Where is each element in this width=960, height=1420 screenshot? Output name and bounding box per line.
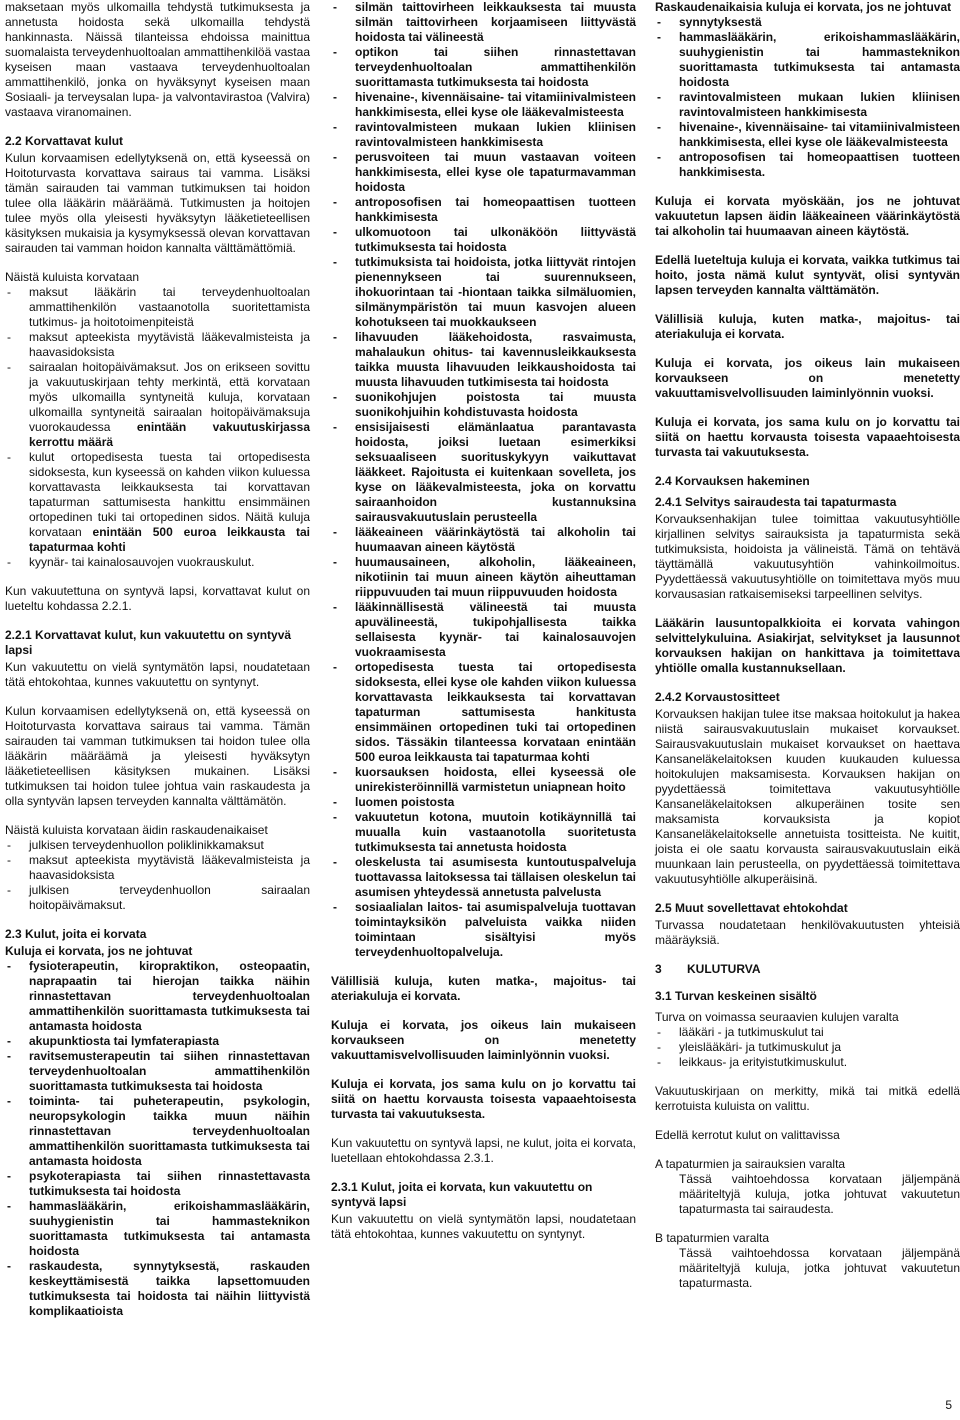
list1-intro: Näistä kuluista korvataan bbox=[5, 270, 140, 284]
paragraph-indirect-costs: Välillisiä kuluja, kuten matka-, majoitus- tai ateriakuluja ei korvata. bbox=[655, 312, 960, 341]
column-1 bbox=[5, 0, 310, 1319]
list6-intro: Turva on voimassa seuraavien kulujen varalta bbox=[655, 1010, 899, 1024]
paragraph-2-3-1: Kun vakuutettu on vielä syntymätön lapsi, noudatetaan tätä ehtokohtaa, kunnes vakuutettu on syntynyt. bbox=[331, 1212, 636, 1241]
section-number: 3 bbox=[655, 962, 662, 976]
list-item: - lääkinnällisestä välineestä tai muusta apuvälineestä, tukipohjallisesta taikka sellaisesta kyynär- tai kainalosauvojen vuokraamisesta bbox=[331, 600, 636, 660]
list3-intro: Kuluja ei korvata, jos ne johtuvat bbox=[5, 944, 193, 958]
list-item: - julkisen terveydenhuollon poliklinikkamaksut bbox=[5, 838, 310, 853]
list-item: - julkisen terveydenhuollon sairaalan hoitopäivämaksut. bbox=[5, 883, 310, 913]
paragraph-2-4-2: Korvauksen hakijan tulee itse maksaa hoitokulut ja hakea niistä sairausvakuutuslain mukaiset korvaukset. Sairausvakuutuslain mukaiset korvaukset on haettava Kansaneläkelaitoksen kuuden kuukauden kuluessa hoitokulujen maksamisesta. Korvauksen hakijan on pyydettäessä toimitettava vakuutusyhtiölle Kansaneläkelaitoksen alkuperäinen tosite sen maksamista korvauksista ja kopiot Kansaneläkelaitokselle annetuista tositteista. Ne kuitit, joista ei ole saatu korvausta sairausvakuutuslain eikä muunkaan lain perusteella, on pyydettäessä toimitettava vakuutusyhtiölle alkuperäisinä. bbox=[655, 707, 960, 886]
list-item: - lihavuuden lääkehoidosta, rasvaimusta, mahalaukun ohitus- tai kavennusleikkauksesta taikka muusta lihavuuden leikkaushoidosta tai muusta lihavuuden tutkimisesta tai hoidosta bbox=[331, 330, 636, 390]
paragraph-2-2-1-b: Kulun korvaamisen edellytyksenä on, että kyseessä on Hoitoturvasta korvattava sairaus tai vamma. Tämän sairauden tai vamman tutkimuksen tai hoidon tulee olla lääkärin määräämä ja yleisesti hyväksytyn lääketieteellisen käsityksen mukainen. Lisäksi tutkimuksen tai hoidon tulee johtua vain raskaudesta ja olla syntyvän lapsen terveyden kannalta välttämätön. bbox=[5, 704, 310, 808]
list5-intro: Raskaudenaikaisia kuluja ei korvata, jos ne johtuvat bbox=[655, 0, 952, 14]
list-item: - psykoterapiasta tai siihen rinnastettavasta tutkimuksesta tai hoidosta bbox=[5, 1169, 310, 1199]
list-item: - huumausaineen, alkoholin, lääkeaineen, nikotiinin tai muun aineen käytön aiheuttaman riippuvuuden tai muun riippuvuuden hoidosta bbox=[331, 555, 636, 600]
excluded-pregnancy-costs-list bbox=[655, 15, 960, 180]
paragraph-2-2-a: Kulun korvaamisen edellytyksenä on, että kyseessä on Hoitoturvasta korvattava sairaus tai vamma. Lisäksi tämän sairauden tai vamman tutkimuksen tai hoidon tulee olla lääkärin määräämä. Tutkimusten ja hoitojen tulee myös olla yleisesti hyväksytyn lääketieteellisen käsityksen mukaisia ja kysymyksessä olevan korvattavan sairauden tai vamman hoidon kannalta välttämättömiä. bbox=[5, 151, 310, 255]
list-item: - maksut apteekista myytävistä lääkevalmisteista ja haavasidoksista bbox=[5, 853, 310, 883]
paragraph-unborn-reference: Kun vakuutettu on syntyvä lapsi, ne kulut, joita ei korvata, luetellaan ehtokohdassa 2.3.1. bbox=[331, 1136, 636, 1165]
section-title: KULUTURVA bbox=[687, 962, 761, 976]
list-item: - perusvoiteen tai muun vastaavan voiteen hankkimisesta, ellei kyse ole tapaturmavamman hoidosta bbox=[331, 150, 636, 195]
paragraph-3-1-c: Edellä kerrotut kulut on valittavissa bbox=[655, 1128, 840, 1142]
list-item: - ulkomuotoon tai ulkonäköön liittyvästä tutkimuksesta tai hoidosta bbox=[331, 225, 636, 255]
list-item: - ensisijaisesti elämänlaatua parantavasta hoidosta, joiksi luetaan esimerkiksi seksuaaliseen suorituskykyyn vaikuttavat lääkkeet. Rajoitusta ei kuitenkaan sovelleta, jos kyse on lääkevalmisteesta, joka on korvattu sairaanhoidon kustannuksina sairausvakuutuslain perusteella bbox=[331, 420, 636, 525]
option-b-text: Tässä vaihtoehdossa korvataan jäljempänä määriteltyjä kuluja, jotka johtuvat vakuutetun tapaturmasta. bbox=[679, 1246, 960, 1290]
list-item: - optikon tai siihen rinnastettavan terveydenhuoltoalan ammattihenkilön suorittamasta tutkimuksesta tai hoidosta bbox=[331, 45, 636, 90]
list-item: - leikkaus- ja erityistutkimuskulut. bbox=[655, 1055, 960, 1070]
cost-options-list bbox=[655, 1025, 960, 1070]
covered-costs-list bbox=[5, 285, 310, 570]
section-heading-2-2-1: 2.2.1 Korvattavat kulut, kun vakuutettu on syntyvä lapsi bbox=[5, 628, 292, 657]
paragraph-3-1-b: Vakuutuskirjaan on merkitty, mikä tai mitkä edellä kerrotuista kuluista on valittu. bbox=[655, 1084, 960, 1113]
paragraph-neglect: Kuluja ei korvata, jos oikeus lain mukaiseen korvaukseen on menetetty vakuuttamisvelvollisuuden laiminlyönnin vuoksi. bbox=[331, 1018, 636, 1062]
section-heading-2-4-1: 2.4.1 Selvitys sairaudesta tai tapaturmasta bbox=[655, 495, 897, 509]
section-heading-3-1: 3.1 Turvan keskeinen sisältö bbox=[655, 989, 817, 1003]
section-heading-2-5: 2.5 Muut sovellettavat ehtokohdat bbox=[655, 901, 848, 915]
list-item: - hammaslääkärin, erikoishammaslääkärin, suuhygienistin tai hammasteknikon suorittamasta tutkimuksesta tai antamasta hoidosta bbox=[5, 1199, 310, 1259]
list-item: - antroposofisen tai homeopaattisen tuotteen hankkimisesta. bbox=[655, 150, 960, 180]
list-item: - hivenaine-, kivennäisaine- tai vitamiinivalmisteen hankkimisesta, ellei kyse ole lääkevalmisteesta bbox=[655, 120, 960, 150]
paragraph-neglect: Kuluja ei korvata, jos oikeus lain mukaiseen korvaukseen on menetetty vakuuttamisvelvollisuuden laiminlyönnin vuoksi. bbox=[655, 356, 960, 400]
list-item: - vakuutetun kotona, muutoin kotikäynnillä tai muualla kuin vastaanotolla suoritetusta tutkimuksesta tai annetusta hoidosta bbox=[331, 810, 636, 855]
paragraph-mother-substance: Kuluja ei korvata myöskään, jos ne johtuvat vakuutetun lapsen äidin lääkeaineen väärinkäytöstä tai alkoholin tai huumaavan aineen käytöstä. bbox=[655, 194, 960, 238]
list-item-text: kulut ortopedisesta tuesta tai ortopedisesta sidoksesta, kun kyseessä on kahden viikon kuluessa korvattavasta leikkauksesta tai korvattavan tapaturman sattumisesta hankittu ensimmäinen ortopedinen tuki tai ortopedinen sidos. Näitä kuluja korvataan bbox=[29, 450, 310, 539]
excluded-costs-list bbox=[5, 959, 310, 1319]
column-2 bbox=[331, 0, 636, 1256]
section-heading-2-4: 2.4 Korvauksen hakeminen bbox=[655, 474, 810, 488]
list-item: - lääkäri - ja tutkimuskulut tai bbox=[655, 1025, 960, 1040]
paragraph-2-2-b: Kun vakuutettuna on syntyvä lapsi, korvattavat kulut on lueteltu kohdassa 2.2.1. bbox=[5, 584, 310, 613]
option-a-text: Tässä vaihtoehdossa korvataan jäljempänä määriteltyjä kuluja, jotka johtuvat vakuutetun tapaturmasta tai sairaudesta. bbox=[679, 1172, 960, 1216]
list-item: - sosiaalialan laitos- tai asumispalveluja tuottavan toimintayksikön palveluista vaikka niiden toimintaan sisältyisi myös terveydenhuoltopalveluja. bbox=[331, 900, 636, 960]
paragraph-already-compensated: Kuluja ei korvata, jos sama kulu on jo korvattu tai siitä on haettu korvausta toisesta vapaaehtoisesta turvasta tai vakuutuksesta. bbox=[331, 1077, 636, 1121]
paragraph-indirect-costs: Välillisiä kuluja, kuten matka-, majoitus- tai ateriakuluja ei korvata. bbox=[331, 974, 636, 1003]
list-item: - synnytyksestä bbox=[655, 15, 960, 30]
list-item: - suonikohjujen poistosta tai muusta suonikohjuihin kohdistuvasta hoidosta bbox=[331, 390, 636, 420]
section-heading-3 bbox=[655, 962, 960, 977]
list-item: - ravintovalmisteen mukaan lukien kliinisen ravintovalmisteen hankkimisesta bbox=[655, 90, 960, 120]
paragraph-2-5: Turvassa noudatetaan henkilövakuutusten yhteisiä määräyksiä. bbox=[655, 918, 960, 947]
list-item: - oleskelusta tai asumisesta kuntoutuspalveluja tuottavassa laitoksessa tai tällaisen oleskelun tai asumisen yhteydessä annetusta palvelusta bbox=[331, 855, 636, 900]
excluded-costs-list-continued bbox=[331, 0, 636, 960]
page-number: 5 bbox=[945, 1398, 952, 1412]
list-item-emphasis: enintään 500 euroa leikkausta tai tapaturmaa kohti bbox=[29, 525, 310, 554]
option-b-title: B tapaturmien varalta bbox=[655, 1231, 770, 1245]
list-item bbox=[5, 360, 310, 450]
list-item-text: sairaalan hoitopäivämaksut. Jos on erikseen sovittu ja vakuutuskirjaan tehty merkintä, että korvataan myös ulkomailla syntyneitä kuluja, korvataan ulkomailla syntyneitä sairaalan hoitopäivämaksuja vuorokaudessa bbox=[29, 360, 310, 434]
list-item: - raskaudesta, synnytyksestä, raskauden keskeyttämisestä taikka lapsettomuuden tutkimuksesta tai hoidosta tai näihin liittyvistä komplikaatioista bbox=[5, 1259, 310, 1319]
list-item: - antroposofisen tai homeopaattisen tuotteen hankkimisesta bbox=[331, 195, 636, 225]
pregnancy-costs-list bbox=[5, 838, 310, 913]
list-item: - ravitsemusterapeutin tai siihen rinnastettavan terveydenhuoltoalan ammattihenkilön suorittamasta tutkimuksesta tai hoidosta bbox=[5, 1049, 310, 1094]
list-item: - akupunktiosta tai lymfaterapiasta bbox=[5, 1034, 310, 1049]
list-item: - toiminta- tai puheterapeutin, psykologin, neuropsykologin taikka muun näihin rinnastettavan terveydenhuoltoalan ammattihenkilön suorittamasta tutkimuksesta tai antamasta hoidosta bbox=[5, 1094, 310, 1169]
section-heading-2-3-1: 2.3.1 Kulut, joita ei korvata, kun vakuutettu on syntyvä lapsi bbox=[331, 1180, 593, 1209]
list-item: - maksut lääkärin tai terveydenhuoltoalan ammattihenkilön vastaanotolla suoritettamista tutkimus- ja hoitotoimenpiteistä bbox=[5, 285, 310, 330]
list-item-emphasis: enintään vakuutuskirjassa kerrottu määrä bbox=[29, 420, 310, 449]
list-item: - maksut apteekista myytävistä lääkevalmisteista ja haavasidoksista bbox=[5, 330, 310, 360]
list-item: - lääkeaineen väärinkäytöstä tai alkoholin tai huumaavan aineen käytöstä bbox=[331, 525, 636, 555]
list-item: - fysioterapeutin, kiropraktikon, osteopaatin, naprapaatin tai hierojan taikka näihin rinnastettavan terveydenhuoltoalan ammattihenkilön suorittamasta tutkimuksesta tai antamasta hoidosta bbox=[5, 959, 310, 1034]
paragraph-2-4-1-b: Lääkärin lausuntopalkkioita ei korvata vahingon selvittelykuluina. Asiakirjat, selvitykset ja lausunnot korvauksen hakijan on hankittava ja toimitettava yhtiölle omalla kustannuksellaan. bbox=[655, 616, 960, 675]
paragraph-2-4-1: Korvauksenhakijan tulee toimittaa vakuutusyhtiölle kirjallinen selvitys sairauksista ja tapaturmista sekä tutkimuksista, hoidoista ja välineistä. Tämä on tehtävä täyttämällä vakuutusyhtiön vahinkoilmoitus. Pyydettäessä vakuutusyhtiölle on toimitettava myös muu korvausasian ratkaisemiseksi tarpeellinen selvitys. bbox=[655, 512, 960, 601]
list-item: - kyynär- tai kainalosauvojen vuokrauskulut. bbox=[5, 555, 310, 570]
paragraph-necessary-anyway: Edellä lueteltuja kuluja ei korvata, vaikka tutkimus tai hoito, josta nämä kulut syntyvät, olisi syntyvän lapsen terveyden kannalta välttämätön. bbox=[655, 253, 960, 297]
paragraph-already-compensated: Kuluja ei korvata, jos sama kulu on jo korvattu tai siitä on haettu korvausta toisesta vapaaehtoisesta turvasta tai vakuutuksesta. bbox=[655, 415, 960, 459]
list-item: - silmän taittovirheen leikkauksesta tai muusta silmän taittovirheen korjaamiseen liittyvästä hoidosta tai välineestä bbox=[331, 0, 636, 45]
section-heading-2-2: 2.2 Korvattavat kulut bbox=[5, 134, 124, 148]
section-heading-2-4-2: 2.4.2 Korvaustositteet bbox=[655, 690, 780, 704]
option-a-title: A tapaturmien ja sairauksien varalta bbox=[655, 1157, 846, 1171]
list2-intro: Näistä kuluista korvataan äidin raskaudenaikaiset bbox=[5, 823, 268, 837]
list-item: - hivenaine-, kivennäisaine- tai vitamiinivalmisteen hankkimisesta, ellei kyse ole lääkevalmisteesta bbox=[331, 90, 636, 120]
list-item: - yleislääkäri- ja tutkimuskulut ja bbox=[655, 1040, 960, 1055]
intro-paragraph: maksetaan myös ulkomailla tehdystä tutkimuksesta ja annetusta hoidosta sekä ulkomailla tehdystä hankinnasta. Näissä tilanteissa ehdoissa mainittua suomalaista terveydenhuoltoalan ammattihenkilöä vastaa kyseisen maan vastaava terveydenhuoltoalan ammattihenkilö, jonka on hyväksynyt kyseisen maan Sosiaali- ja terveysalan lupa- ja valvontavirastoa (Valvira) vastaava viranomainen. bbox=[5, 0, 310, 119]
list-item: - hammaslääkärin, erikoishammaslääkärin, suuhygienistin tai hammasteknikon suorittamasta tutkimuksesta tai antamasta hoidosta bbox=[655, 30, 960, 90]
list-item: - luomen poistosta bbox=[331, 795, 636, 810]
list-item bbox=[5, 450, 310, 555]
section-heading-2-3: 2.3 Kulut, joita ei korvata bbox=[5, 927, 147, 941]
column-3 bbox=[655, 0, 960, 1305]
list-item: - ravintovalmisteen mukaan lukien kliinisen ravintovalmisteen hankkimisesta bbox=[331, 120, 636, 150]
list-item: - tutkimuksista tai hoidoista, jotka liittyvät rintojen pienennykseen tai suurennukseen, ihokuorintaan tai -hiontaan taikka silmäluomien, silmänympäristön tai muun kasvojen alueen kohotukseen tai muokkaukseen bbox=[331, 255, 636, 330]
paragraph-2-2-1-a: Kun vakuutettu on vielä syntymätön lapsi, noudatetaan tätä ehtokohtaa, kunnes vakuutettu on syntynyt. bbox=[5, 660, 310, 689]
list-item: - kuorsauksen hoidosta, ellei kyseessä ole unirekisteröinnillä varmistetun uniapnean hoito bbox=[331, 765, 636, 795]
list-item: - ortopedisesta tuesta tai ortopedisesta sidoksesta, ellei kyse ole kahden viikon kuluessa korvattavasta leikkauksesta tai korvattavan tapaturman sattumisesta hankitusta ensimmäinen ortopedinen tuki tai ortopedinen sidos. Tässäkin tilanteessa korvataan enintään 500 euroa leikkausta tai tapaturmaa kohti bbox=[331, 660, 636, 765]
